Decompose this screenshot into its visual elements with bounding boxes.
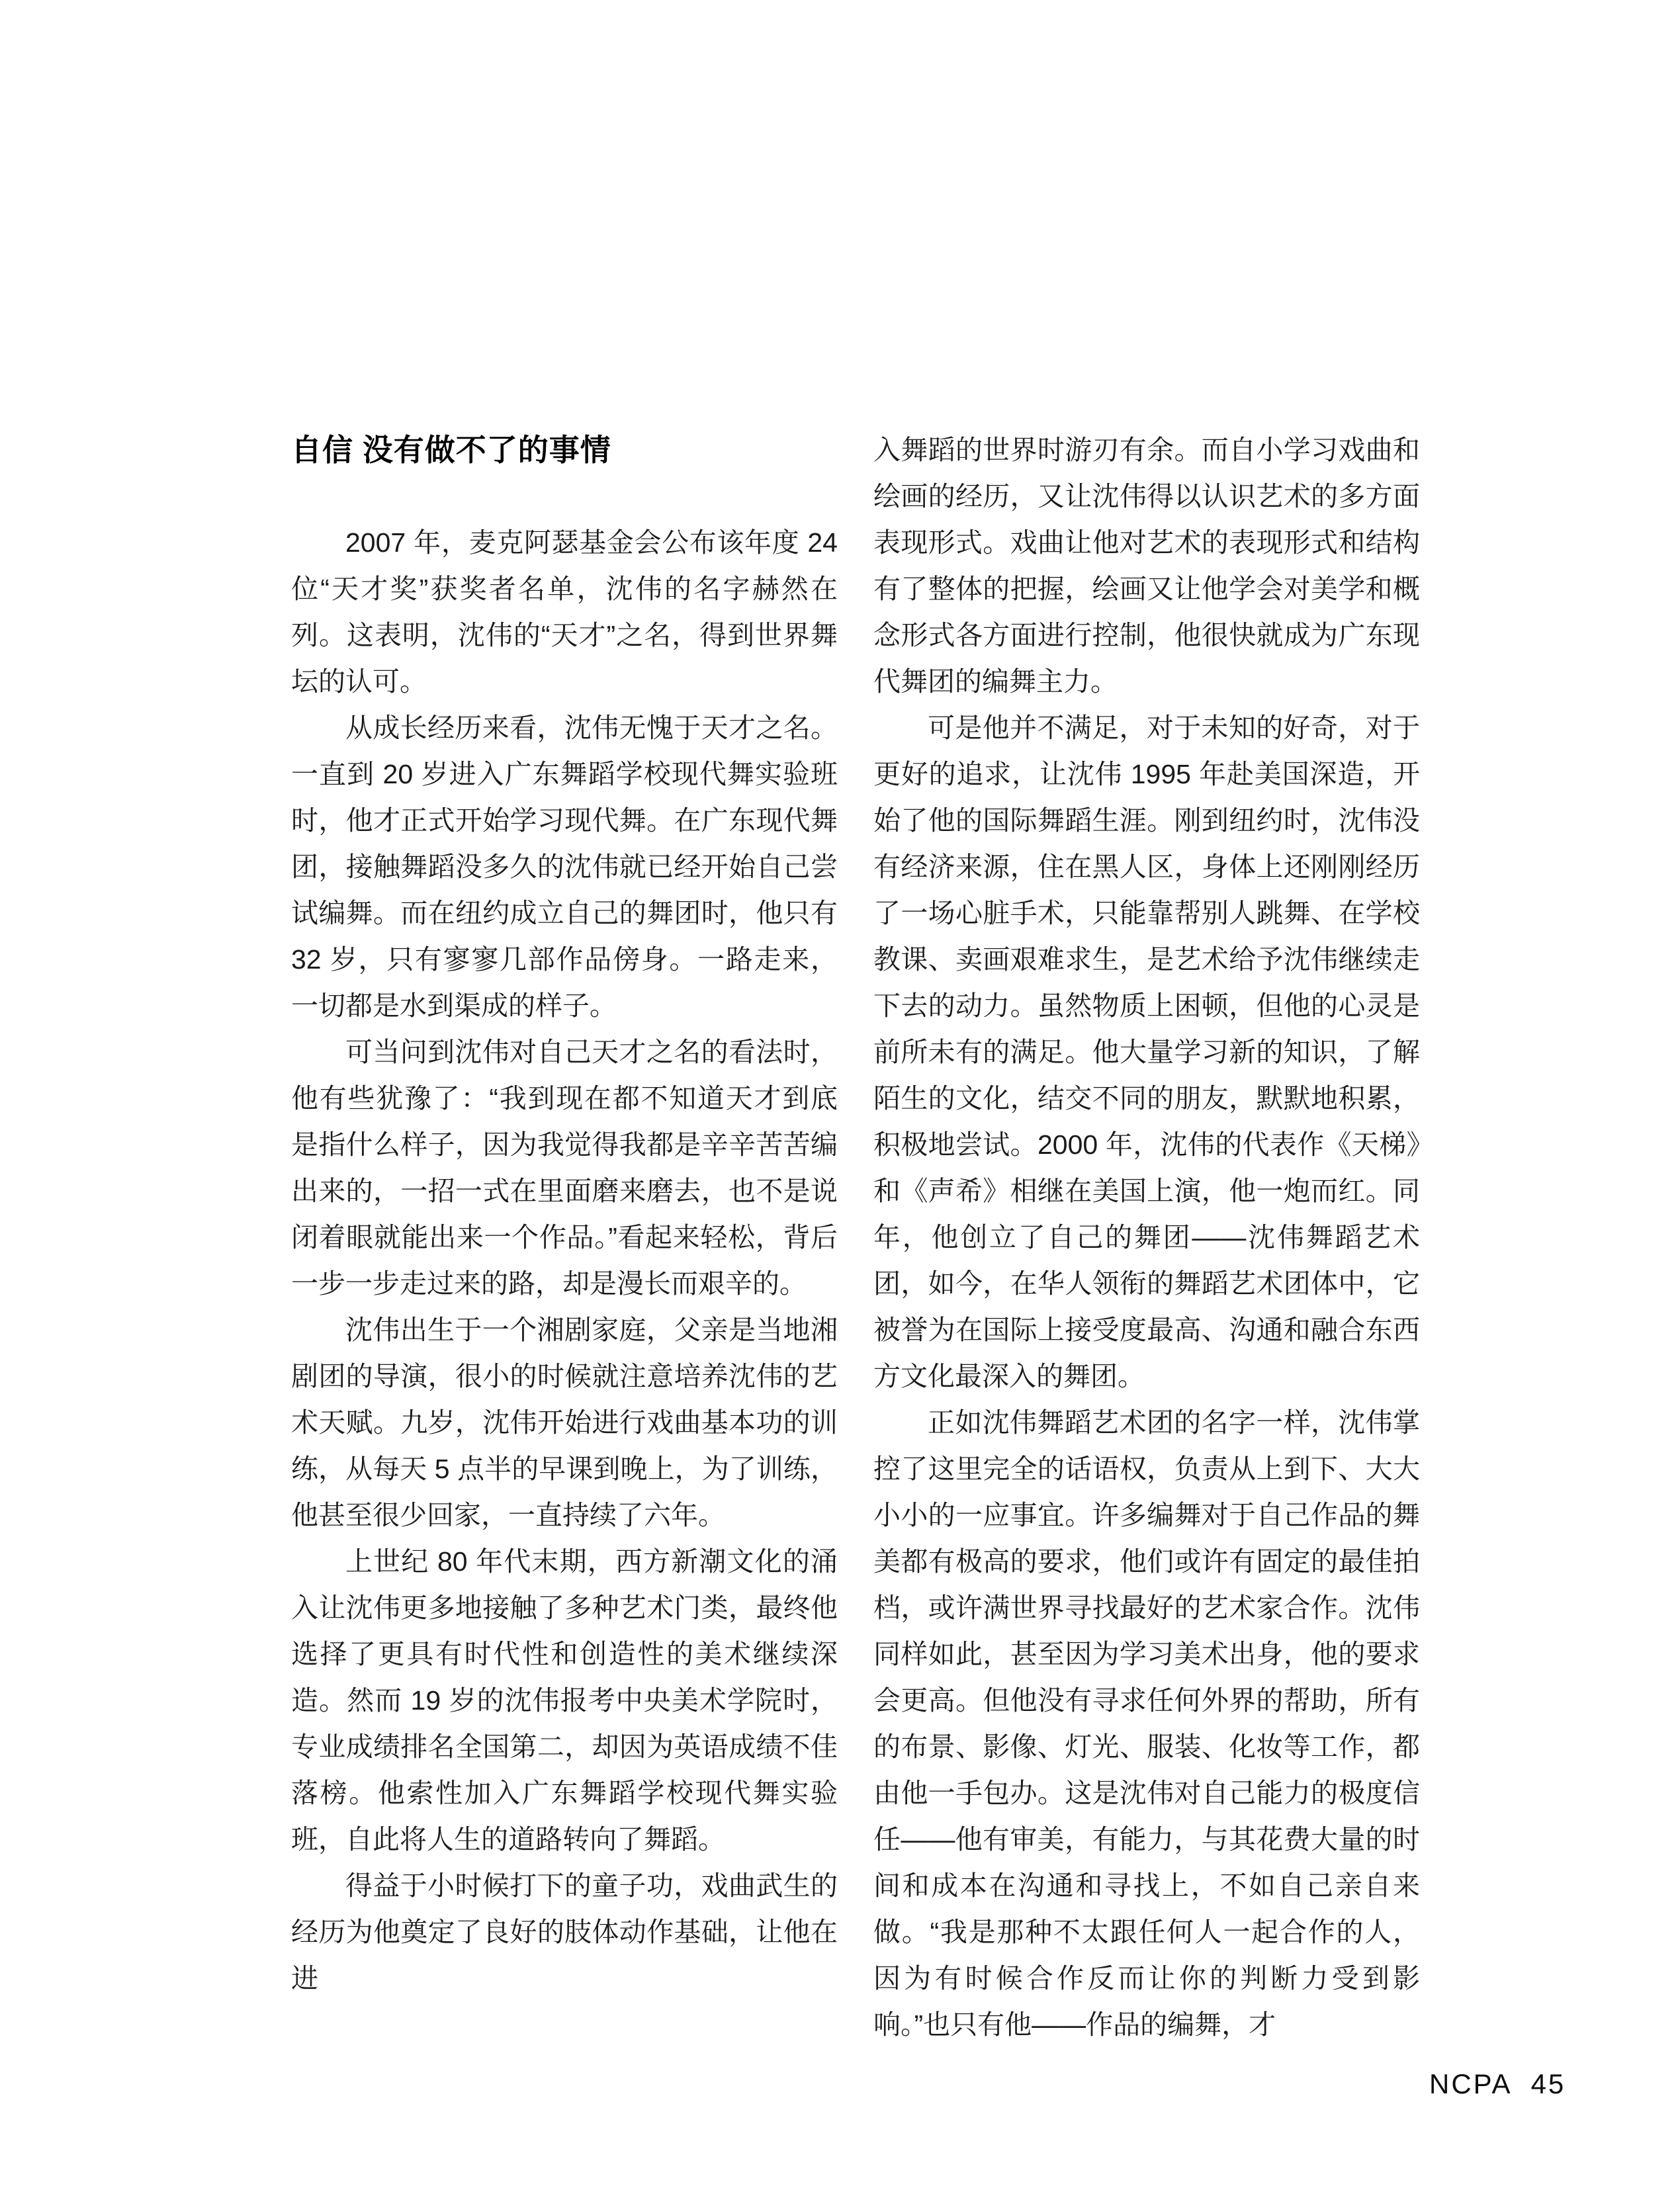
paragraph-7: 可是他并不满足，对于未知的好奇，对于更好的追求，让沈伟 1995 年赴美国深造，开始了他的国际舞蹈生涯。刚到纽约时，沈伟没有经济来源，住在黑人区，身体上还刚刚经历了一场心脏手术，只能靠帮别人跳舞、在学校教课、卖画艰难求生，是艺术给予沈伟继续走下去的动力。虽然物质上困顿，但他的心灵是前所未有的满足。他大量学习新的知识，了解陌生的文化，结交不同的朋友，默默地积累，积极地尝试。2000 年，沈伟的代表作《天梯》和《声希》相继在美国上演，他一炮而红。同年，他创立了自己的舞团——沈伟舞蹈艺术团，如今，在华人领衔的舞蹈艺术团体中，它被誉为在国际上接受度最高、沟通和融合东西方文化最深入的舞团。	[873, 713, 1420, 1391]
page-footer	[1429, 2068, 1566, 2100]
paragraph-6: 得益于小时候打下的童子功，戏曲武生的经历为他奠定了良好的肢体动作基础，让他在进	[291, 1870, 838, 1993]
paragraph-1: 2007 年，麦克阿瑟基金会公布该年度 24 位“天才奖”获奖者名单，沈伟的名字赫然在列。这表明，沈伟的“天才”之名，得到世界舞坛的认可。	[291, 527, 838, 697]
left-column	[291, 427, 838, 2048]
section-heading: 自信 没有做不了的事情	[291, 433, 611, 467]
page-number: 45	[1530, 2068, 1566, 2099]
paragraph-5: 上世纪 80 年代末期，西方新潮文化的涌入让沈伟更多地接触了多种艺术门类，最终他选择了更具有时代性和创造性的美术继续深造。然而 19 岁的沈伟报考中央美术学院时，专业成绩排名全国第二，却因为英语成绩不佳落榜。他索性加入广东舞蹈学校现代舞实验班，自此将人生的道路转向了舞蹈。	[291, 1546, 838, 1855]
paragraph-6-continuation: 入舞蹈的世界时游刃有余。而自小学习戏曲和绘画的经历，又让沈伟得以认识艺术的多方面表现形式。戏曲让他对艺术的表现形式和结构有了整体的把握，绘画又让他学会对美学和概念形式各方面进行控制，他很快就成为广东现代舞团的编舞主力。	[873, 435, 1420, 697]
paragraph-2: 从成长经历来看，沈伟无愧于天才之名。一直到 20 岁进入广东舞蹈学校现代舞实验班时，他才正式开始学习现代舞。在广东现代舞团，接触舞蹈没多久的沈伟就已经开始自己尝试编舞。而在纽约成立自己的舞团时，他只有 32 岁，只有寥寥几部作品傍身。一路走来，一切都是水到渠成的样子。	[291, 713, 838, 1021]
paragraph-8: 正如沈伟舞蹈艺术团的名字一样，沈伟掌控了这里完全的话语权，负责从上到下、大大小小的一应事宜。许多编舞对于自己作品的舞美都有极高的要求，他们或许有固定的最佳拍档，或许满世界寻找最好的艺术家合作。沈伟同样如此，甚至因为学习美术出身，他的要求会更高。但他没有寻求任何外界的帮助，所有的布景、影像、灯光、服装、化妆等工作，都由他一手包办。这是沈伟对自己能力的极度信任——他有审美，有能力，与其花费大量的时间和成本在沟通和寻找上，不如自己亲自来做。“我是那种不太跟任何人一起合作的人，因为有时候合作反而让你的判断力受到影响。”也只有他——作品的编舞，才	[873, 1407, 1420, 2040]
right-column	[873, 427, 1420, 2048]
paragraph-4: 沈伟出生于一个湘剧家庭，父亲是当地湘剧团的导演，很小的时候就注意培养沈伟的艺术天赋。九岁，沈伟开始进行戏曲基本功的训练，从每天 5 点半的早课到晚上，为了训练，他甚至很少回家，一直持续了六年。	[291, 1315, 838, 1530]
journal-brand: NCPA	[1429, 2068, 1513, 2099]
paragraph-3: 可当问到沈伟对自己天才之名的看法时，他有些犹豫了：“我到现在都不知道天才到底是指什么样子，因为我觉得我都是辛辛苦苦编出来的，一招一式在里面磨来磨去，也不是说闭着眼就能出来一个作品。”看起来轻松，背后一步一步走过来的路，却是漫长而艰辛的。	[291, 1037, 838, 1299]
article-body	[291, 427, 1420, 2048]
